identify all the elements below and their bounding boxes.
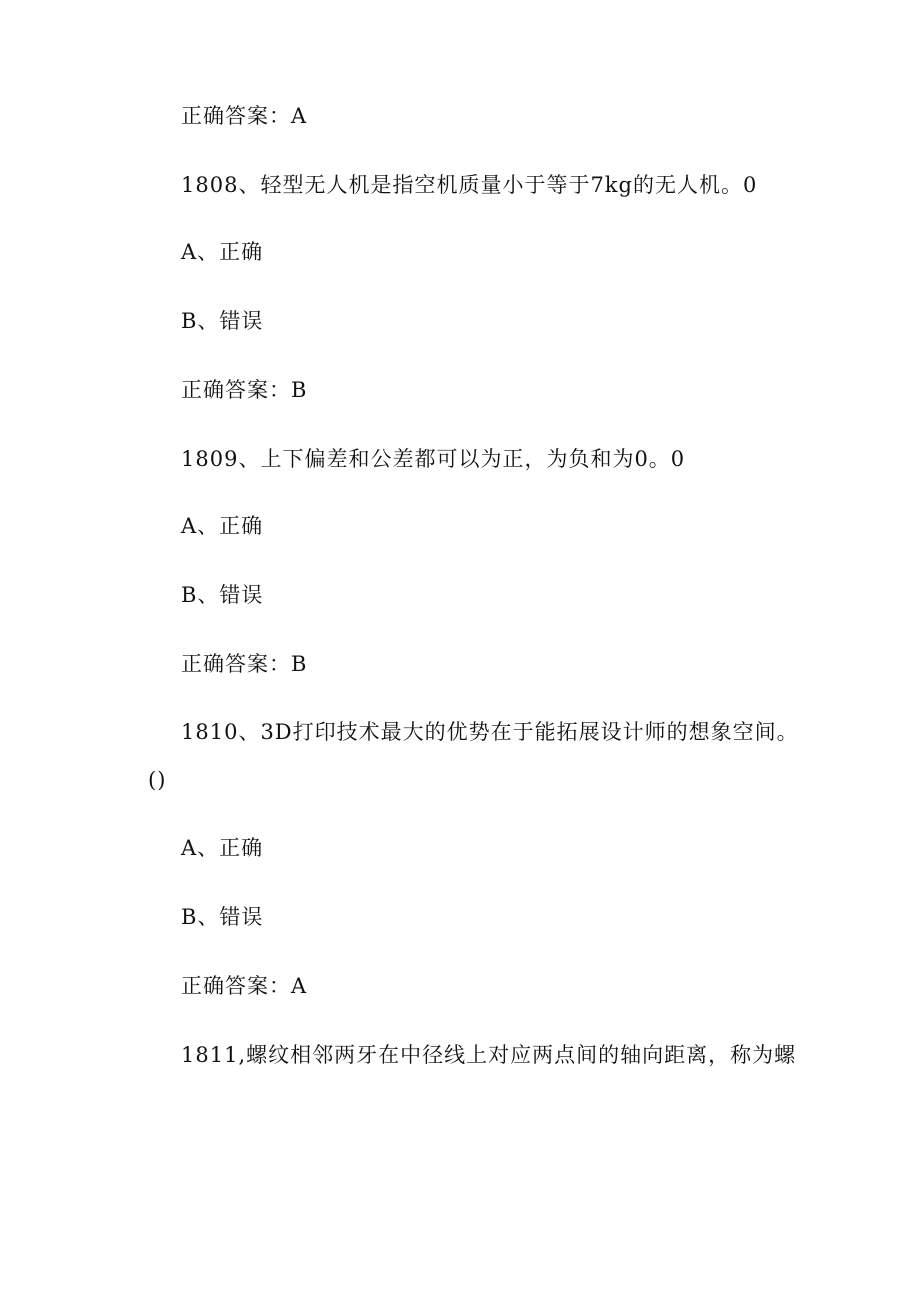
option-a: A、正确: [181, 240, 264, 264]
question-1811: 1811,螺纹相邻两牙在中径线上对应两点间的轴向距离，称为螺: [181, 1043, 797, 1067]
question-blank: (): [148, 768, 167, 792]
answer-line: 正确答案：A: [181, 104, 308, 128]
option-b: B、错误: [181, 583, 264, 607]
option-a: A、正确: [181, 836, 264, 860]
question-1808: 1808、轻型无人机是指空机质量小于等于7kg的无人机。0: [181, 173, 758, 197]
question-1809: 1809、上下偏差和公差都可以为正，为负和为0。0: [181, 447, 686, 471]
answer-line: 正确答案：B: [181, 652, 308, 676]
answer-line: 正确答案：A: [181, 974, 308, 998]
option-a: A、正确: [181, 514, 264, 538]
option-b: B、错误: [181, 905, 264, 929]
question-1810: 1810、3D打印技术最大的优势在于能拓展设计师的想象空间。: [181, 720, 799, 744]
option-b: B、错误: [181, 309, 264, 333]
answer-line: 正确答案：B: [181, 378, 308, 402]
